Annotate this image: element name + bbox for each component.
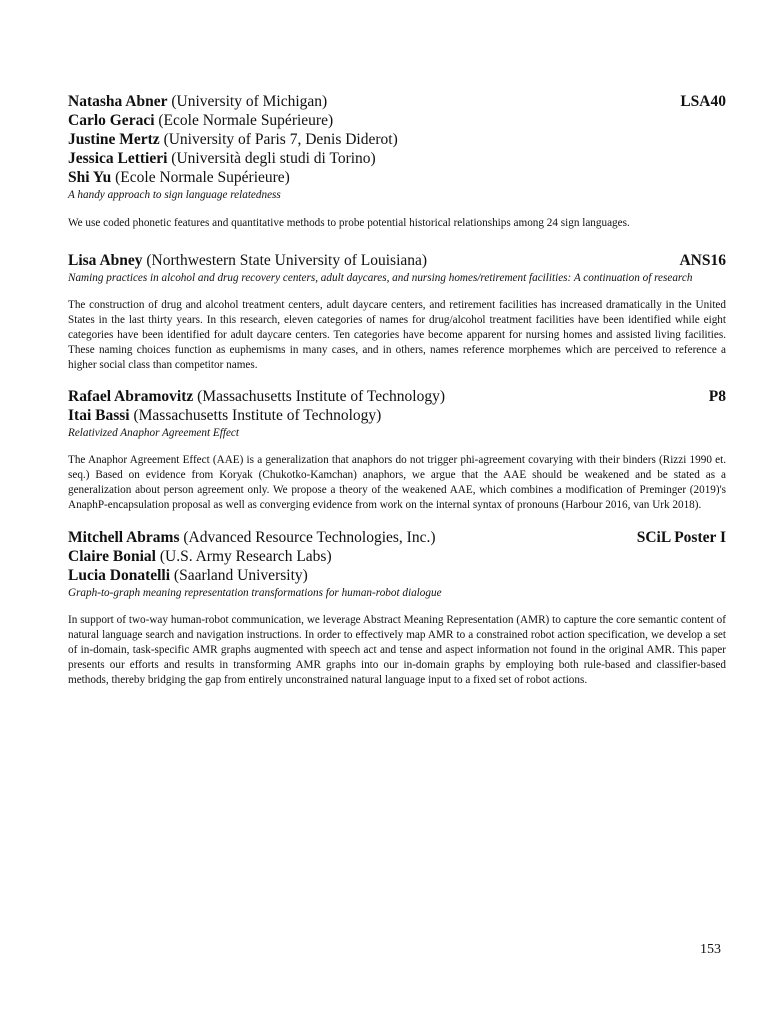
abstract-entry [68,528,726,688]
author-line [68,111,726,130]
author-line [68,547,726,566]
author-line [68,387,726,406]
author-affiliation: (Advanced Resource Technologies, Inc.) [179,529,436,546]
abstract-text: The Anaphor Agreement Effect (AAE) is a generalization that anaphors do not trigger phi-agreement covarying with their binders (Rizzi 1990 et. seq.) Based on evidence from Koryak (Chukotko-Kamchan) anaphors, we argue that the AAE should be weakened and be stated as a generalization about person agreement only. We propose a theory of the weakened AAE, which combines a modification of Preminger (2019)'s AnaphP-encapsulation proposal as well as converging evidence from work on the internal syntax of pronouns (Harbour 2016, van Urk 2018). [68,454,726,511]
author-name: Claire Bonial [68,548,156,565]
abstract-entry [68,387,726,513]
author-name: Justine Mertz [68,131,160,148]
author-affiliation: (Università degli studi di Torino) [167,150,376,167]
author-name: Itai Bassi [68,407,130,424]
author-affiliation: (Massachusetts Institute of Technology) [193,388,446,405]
author-name: Carlo Geraci [68,112,155,129]
abstract-text: We use coded phonetic features and quantitative methods to probe potential historical relationships among 24 sign languages. [68,217,630,229]
author-line [68,251,726,270]
author-line [68,149,726,168]
abstract-entry [68,251,726,373]
author-name: Lisa Abney [68,252,143,269]
session-code: ANS16 [679,252,726,269]
author-name: Mitchell Abrams [68,529,180,546]
author-affiliation: (Ecole Normale Supérieure) [111,169,290,186]
author-affiliation: (Ecole Normale Supérieure) [154,112,334,129]
author-line [68,528,726,547]
author-line [68,168,726,187]
author-name: Rafael Abramovitz [68,388,194,405]
page-number: 153 [700,942,721,957]
abstract-page [68,92,726,698]
author-affiliation: (Northwestern State University of Louisiana) [142,252,428,269]
author-affiliation: (Massachusetts Institute of Technology) [129,407,382,424]
paper-title: A handy approach to sign language relatedness [68,189,281,201]
author-affiliation: (University of Michigan) [167,93,328,110]
author-name: Lucia Donatelli [68,567,171,584]
author-line [68,566,726,585]
author-name: Natasha Abner [68,93,168,110]
author-name: Shi Yu [68,169,112,186]
author-name: Jessica Lettieri [68,150,168,167]
author-affiliation: (University of Paris 7, Denis Diderot) [159,131,398,148]
abstract-text: In support of two-way human-robot communication, we leverage Abstract Meaning Representation (AMR) to capture the core semantic content of natural language search and navigation instructions. In order to effectively map AMR to a constrained robot action specification, we develop a set of in-domain, task-specific AMR graphs augmented with speech act and tense and aspect information not found in the original AMR. This paper presents our efforts and results in transforming AMR graphs into our in-domain graphs by employing both rule-based and classifier-based methods, thereby bridging the gap from entirely unconstrained natural language input to a fixed set of robot actions. [68,614,726,686]
author-line [68,130,726,149]
author-affiliation: (U.S. Army Research Labs) [155,548,332,565]
author-line [68,92,726,111]
paper-title: Naming practices in alcohol and drug recovery centers, adult daycares, and nursing homes/retirement facilities: A continuation of research [68,272,693,284]
author-affiliation: (Saarland University) [170,567,308,584]
abstract-text: The construction of drug and alcohol treatment centers, adult daycare centers, and retirement facilities has increased dramatically in the United States in the last thirty years. In this research, eleven categories of names for drug/alcohol treatment facilities have been identified while eight categories have been identified for adult daycare centers. Ten categories have become apparent for nursing homes and assisted living facilities. These naming choices function as euphemisms in many cases, and in others, names reference morphemes which are perceived to reference a higher social class than competitor names. [68,299,726,371]
session-code: SCiL Poster I [636,529,726,546]
session-code: P8 [708,388,726,405]
author-line [68,406,726,425]
session-code: LSA40 [680,93,726,110]
paper-title: Graph-to-graph meaning representation transformations for human-robot dialogue [68,587,442,599]
abstract-entry [68,92,726,231]
paper-title: Relativized Anaphor Agreement Effect [68,427,239,439]
